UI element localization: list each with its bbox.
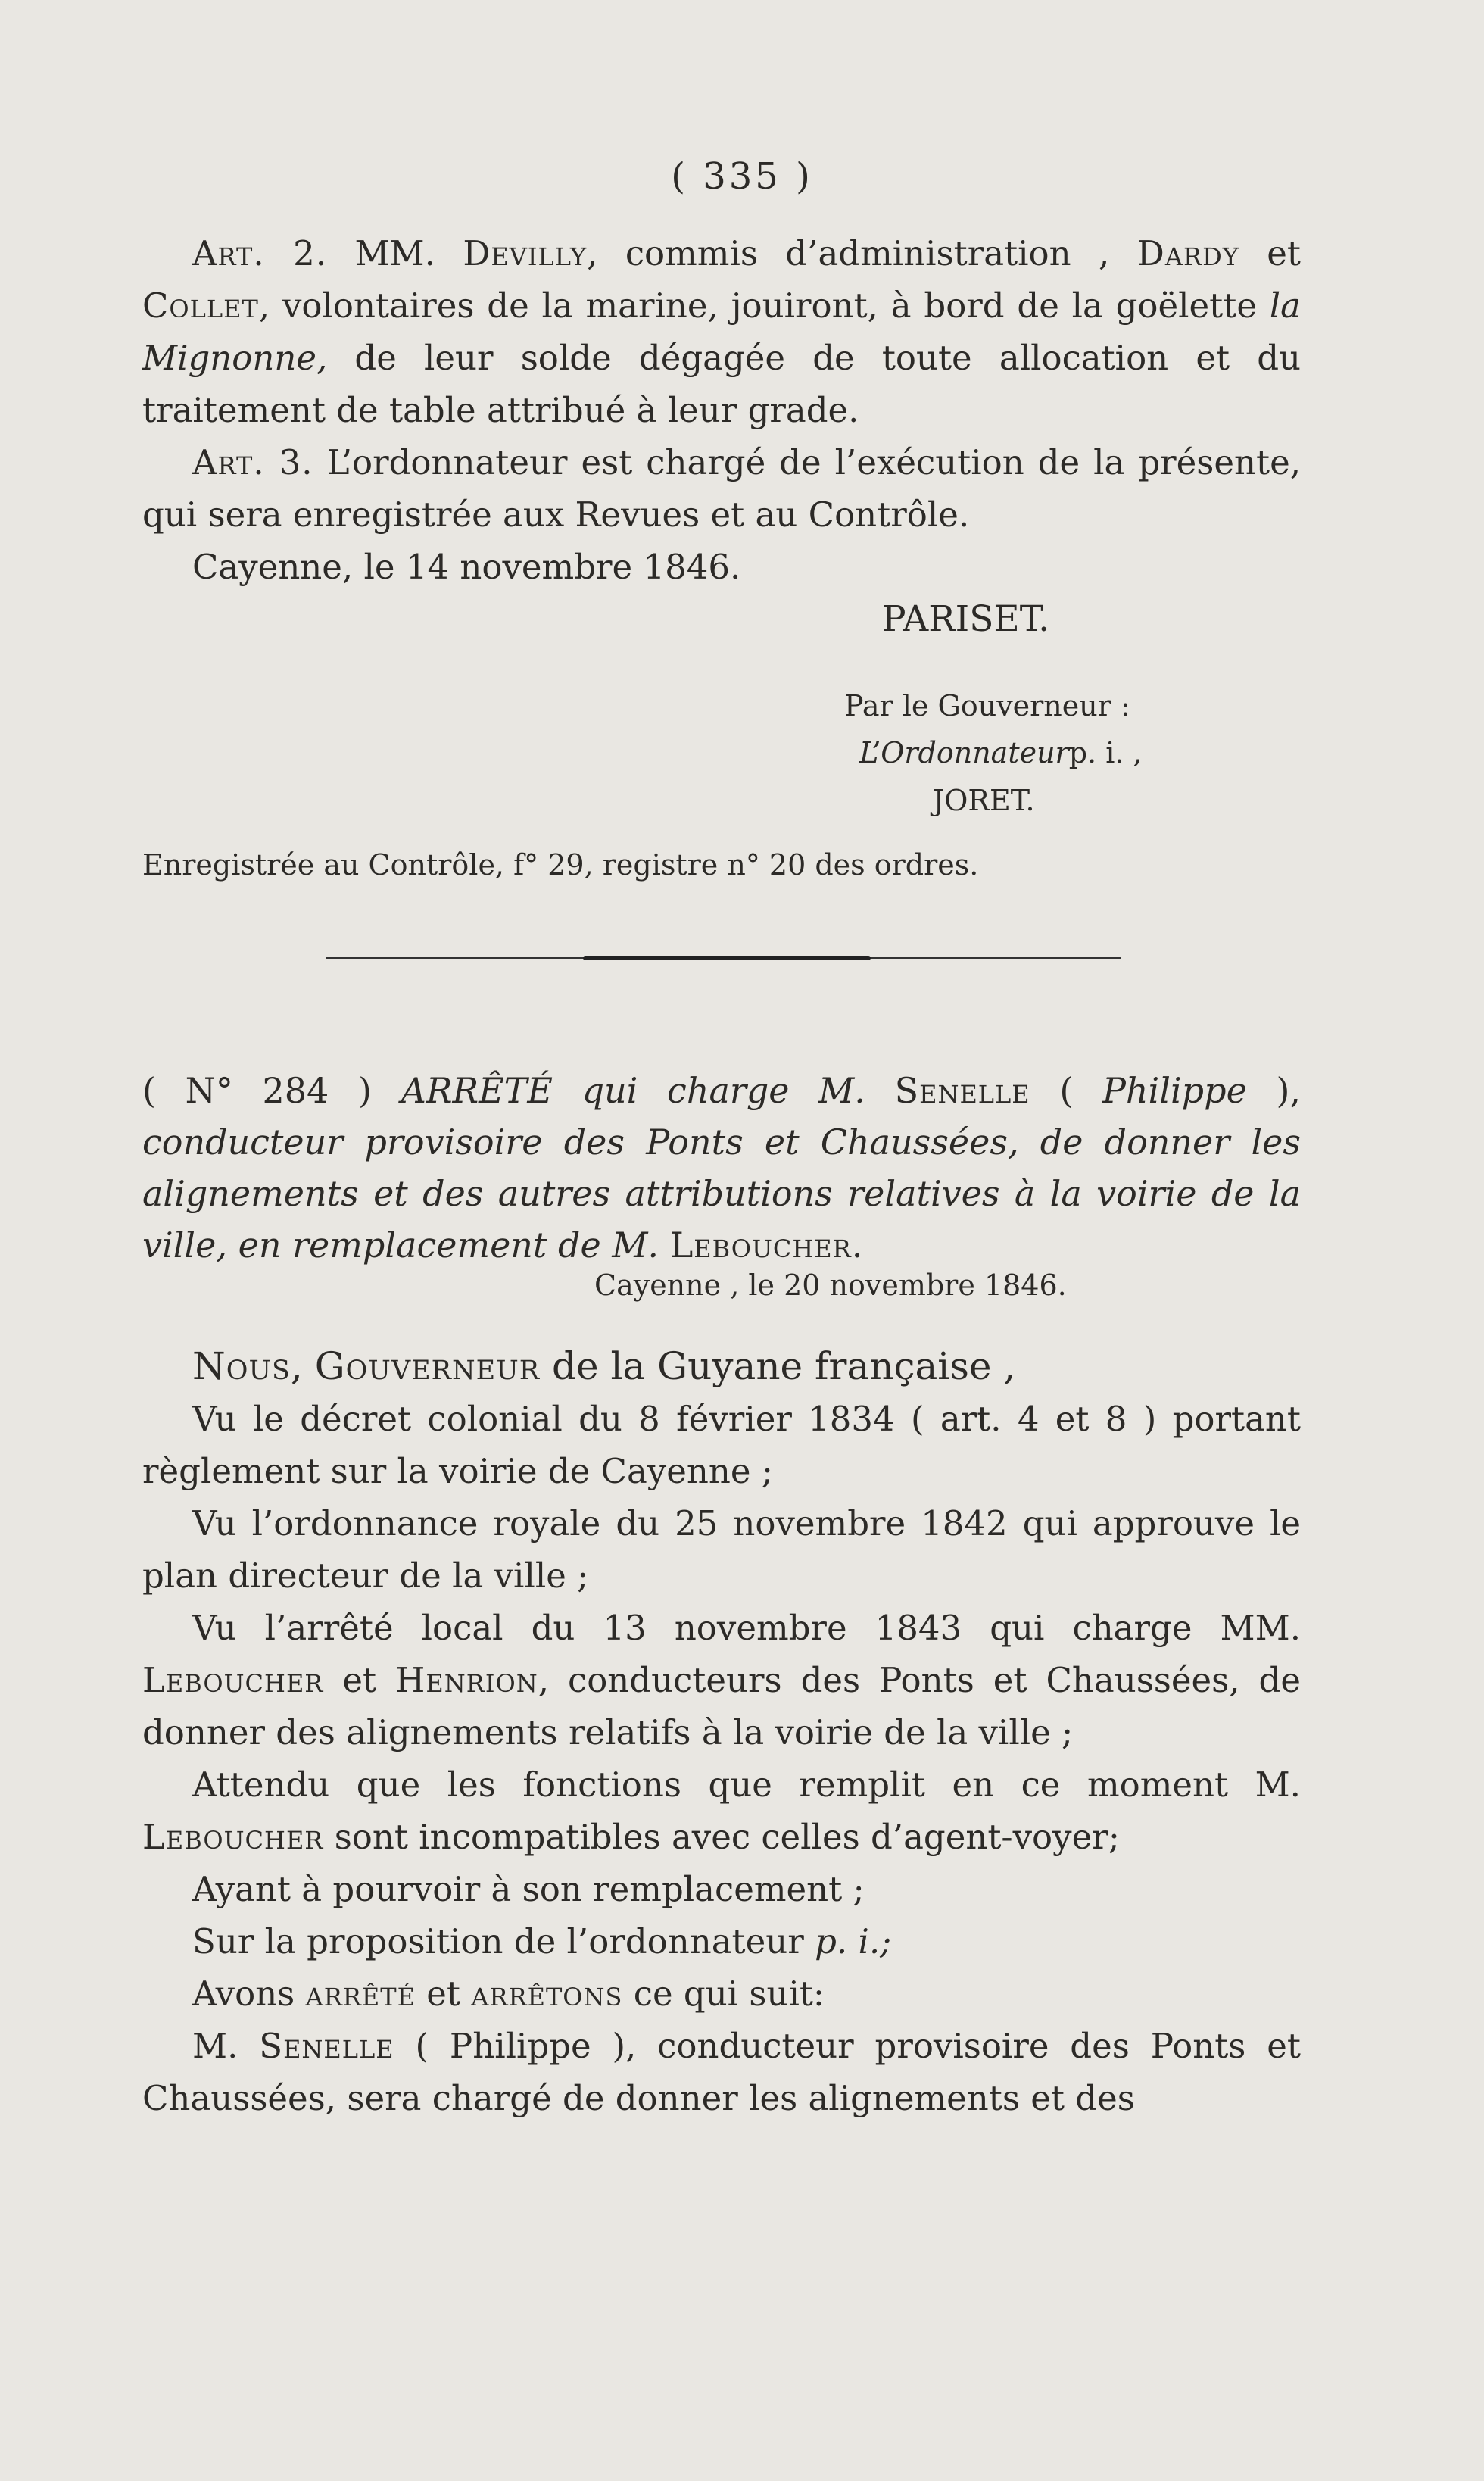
person-name: Collet (142, 286, 259, 326)
article-2-text: Art. 2. MM. Devilly, commis d’administration , Dardy et Collet, volontaires de la marine, jouiront, à bord de la goëlette la Mignonne, de leur solde dégagée de toute allocation et du traitement de table attribué à leur grade. (142, 233, 1301, 430)
final-article: M. Senelle ( Philippe ), conducteur provisoire des Ponts et Chaussées, sera chargé de donner les alignements et des (142, 2026, 1301, 2118)
person-name: Leboucher. (669, 1225, 864, 1265)
section-divider (326, 956, 1121, 960)
arrete-284-title (142, 1030, 1301, 1306)
article-label: Art. 3. (192, 442, 313, 482)
article-2 (142, 227, 1301, 593)
place-date: Cayenne, le 14 novembre 1846. (192, 547, 741, 587)
avons-arrete: Avons arrêté et arrêtons ce qui suit: (192, 1974, 825, 2014)
arrete-date: Cayenne , le 20 novembre 1846. (594, 1269, 1067, 1302)
attendu: Attendu que les fonctions que remplit en ce moment M. Leboucher sont incompatibles avec celles d’agent-voyer; (142, 1765, 1301, 1857)
vu-ordonnance: Vu l’ordonnance royale du 25 novembre 1842 qui approuve le plan directeur de la ville ; (142, 1503, 1301, 1596)
nous-gouverneur: Nous, Gouverneur de la Guyane française , (192, 1344, 1016, 1388)
vu-arrete: Vu l’arrêté local du 13 novembre 1843 qui charge MM. Leboucher et Henrion, conducteurs des Ponts et Chaussées, de donner des alignements relatifs à la voirie de la ville ; (142, 1608, 1301, 1752)
ship-name: la Mignonne, (142, 286, 1301, 378)
vu-decret: Vu le décret colonial du 8 février 1834 ( art. 4 et 8 ) portant règlement sur la voirie de Cayenne ; (142, 1399, 1301, 1491)
person-name: Dardy (1136, 233, 1239, 273)
person-name: Leboucher (142, 1817, 324, 1857)
person-name: Senelle (894, 1070, 1030, 1111)
ayant: Ayant à pourvoir à son remplacement ; (192, 1869, 865, 1909)
person-name: Senelle (259, 2026, 394, 2066)
person-name: Henrion (395, 1660, 538, 1700)
ordonnateur-line: L’Ordonnateurp. i. , (859, 736, 1143, 769)
signer-joret: JORET. (933, 784, 1035, 817)
person-name: Leboucher (142, 1660, 324, 1700)
article-label: Art. 2. (192, 233, 328, 273)
page-number: ( 335 ) (671, 155, 813, 198)
arrete-284-body (142, 1340, 1301, 2124)
par-le-gouverneur: Par le Gouverneur : (844, 689, 1130, 722)
arrete-title: ( N° 284 ) ARRÊTÉ qui charge M. Senelle ( Philippe ), conducteur provisoire des Ponts et Chaussées, de donner les alignements et des autres attributions relatives à la voirie de la ville, en remplacement de M. Leboucher. (142, 1070, 1302, 1265)
enregistree-note: Enregistrée au Contrôle, f° 29, registre n° 20 des ordres. (142, 848, 979, 882)
article-3-text: Art. 3. L’ordonnateur est chargé de l’exécution de la présente, qui sera enregistrée aux Revues et au Contrôle. (142, 442, 1302, 535)
arrete-number: ( N° 284 ) (142, 1070, 372, 1111)
sur-proposition: Sur la proposition de l’ordonnateur p. i.; (192, 1921, 892, 1961)
person-name: Devilly (463, 233, 588, 273)
signer-pariset: PARISET. (882, 598, 1050, 640)
